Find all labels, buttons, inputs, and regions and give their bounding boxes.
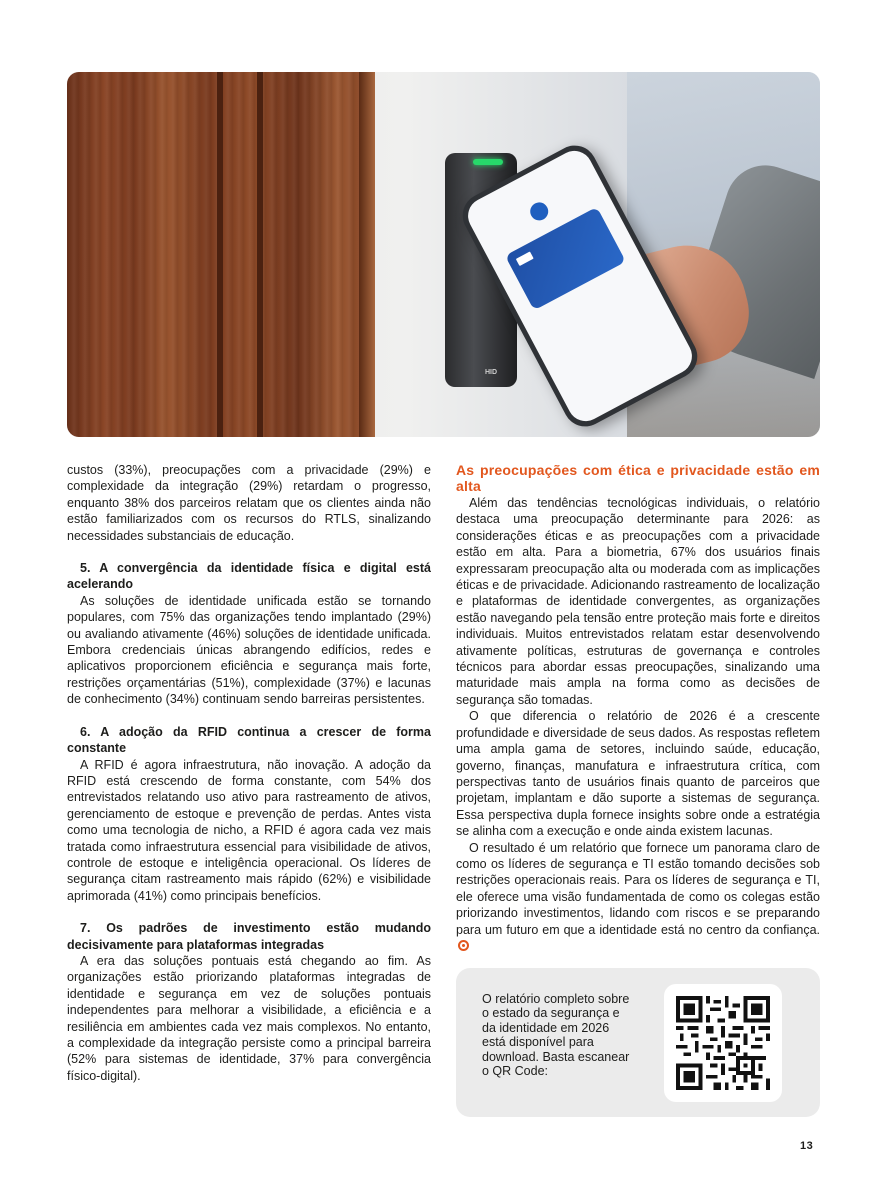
intro-paragraph: custos (33%), preocupações com a privacidade (29%) e complexidade da integração (29%) retardam o progresso, enquanto 38% dos parceiros relatam que os clientes ainda não estão familiarizados com os recursos do RTLS, sinalizando necessidades substanciais de educação.: [67, 463, 431, 543]
ethics-paragraph-1: Além das tendências tecnológicas individuais, o relatório destaca uma preocupação determinante para 2026: as considerações éticas e as preocupações com a privacidade estão em alta. Para a biometria, 67% dos usuários finais expressaram preocupação alta ou moderada com as implicações éticas e de privacidade. Adicionando rastreamento de localização e plataformas de identidade convergentes, as organizações estão navegando pela tensão entre proteção mais forte e direitos individuais. Muitos entrevistados relatam estar desenvolvendo ativamente políticas, estruturas de governança e controles técnicos para abordar essas preocupações, sinalizando uma maturidade mais ampla na forma como as decisões de segurança são tomadas.: [456, 496, 820, 707]
hero-photo: [67, 72, 820, 437]
section-5-body: As soluções de identidade unificada estão se tornando populares, com 75% das organizações tendo implantado (29%) ou avaliando ativamente (46%) soluções de identidade unificada. Embora credenciais únicas abrangendo edifícios, redes e aplicativos proporcionem eficiência e segurança mais forte, restrições orçamentárias (51%), complexidade (37%) e lacunas de conhecimento (34%) continuam sendo barreiras persistentes.: [67, 593, 431, 707]
reader-brand-logo: HID: [485, 369, 498, 376]
end-of-article-icon: [458, 940, 469, 951]
qr-callout-text: O relatório completo sobre o estado da segurança e da identidade em 2026 está disponível para download. Basta escanear o QR Code:: [482, 992, 630, 1079]
ethics-paragraph-3: [456, 840, 820, 955]
right-column: [456, 462, 820, 954]
ethics-paragraph-2: O que diferencia o relatório de 2026 é a crescente profundidade e diversidade de seus dados. As respostas refletem uma ampla gama de setores, incluindo saúde, educação, governo, finanças, manufatura e infraestrutura crítica, com perspectivas tanto de usuários finais quanto de parceiros que projetam, implantam e dão suporte a sistemas de segurança. Essa perspectiva dupla fornece insights sobre onde a estratégia se alinha com a execução e onde ainda existem lacunas.: [456, 709, 820, 839]
section-7-heading: 7. Os padrões de investimento estão mudando decisivamente para plataformas integradas: [67, 921, 431, 952]
door-groove: [257, 72, 263, 437]
ethics-paragraph-3-text: O resultado é um relatório que fornece um panorama claro de como os líderes de segurança e TI estão tomando decisões sob restrições operacionais reais. Para os líderes de segurança e TI, ele oferece uma visão fundamentada de como os colegas estão priorizando investimentos, lidando com riscos e se preparando para um futuro em que a identidade está no centro da confiança.: [456, 840, 820, 937]
wooden-door: [67, 72, 375, 437]
card-logo: [516, 251, 534, 266]
mobile-credential-card: [505, 207, 626, 311]
ethics-privacy-heading: As preocupações com ética e privacidade estão em alta: [456, 462, 820, 494]
door-edge: [359, 72, 375, 437]
left-column: [67, 462, 431, 1084]
qr-callout-box: [456, 968, 820, 1117]
section-6-heading: 6. A adoção da RFID continua a crescer de forma constante: [67, 724, 431, 756]
qr-code[interactable]: [664, 984, 782, 1102]
reader-led-indicator: [473, 159, 503, 165]
section-5-heading: 5. A convergência da identidade física e digital está acelerando: [67, 561, 431, 592]
door-groove: [217, 72, 223, 437]
page-number: 13: [800, 1140, 814, 1152]
check-icon: [527, 199, 551, 223]
section-7-body: A era das soluções pontuais está chegando ao fim. As organizações estão priorizando plataformas integradas de identidade e segurança em vez de soluções pontuais independentes para melhorar a visibilidade, a eficiência e a resiliência em ambientes cada vez mais complexos. No entanto, a complexidade da integração persiste como a principal barreira (52% para sistemas de identidade, 37% para convergência físico-digital).: [67, 953, 431, 1083]
qr-code-icon: [676, 996, 770, 1090]
section-6-body: A RFID é agora infraestrutura, não inovação. A adoção da RFID está crescendo de forma constante, com 54% dos entrevistados relatando uso ativo para rastreamento de ativos, gerenciamento de estoque e prevenção de perdas. Antes vista como uma tecnologia de nicho, a RFID é agora cada vez mais tratada como infraestrutura essencial para visibilidade de ativos, controle de estoque e inteligência operacional. Os líderes de segurança citam rastreamento mais rápido (62%) e visibilidade aprimorada (41%) como principais benefícios.: [67, 757, 431, 903]
